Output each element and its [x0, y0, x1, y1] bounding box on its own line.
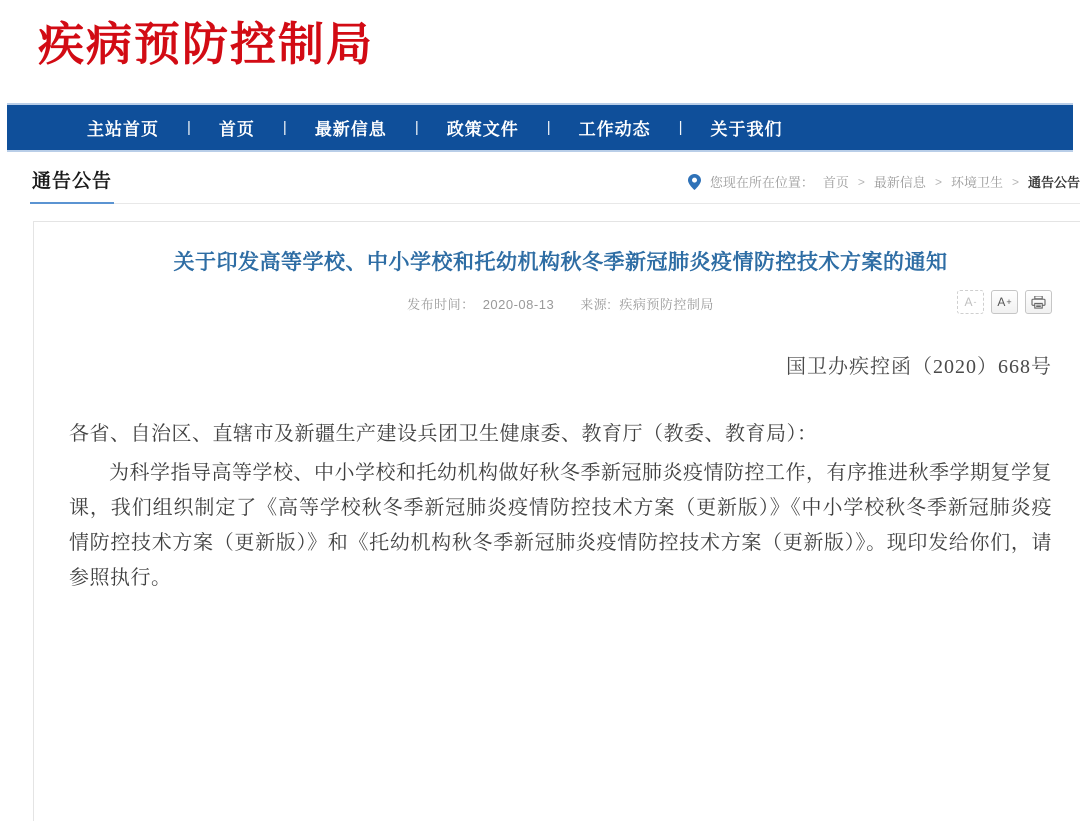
breadcrumb-environmental-health[interactable]: 环境卫生: [950, 175, 1003, 190]
breadcrumb: [688, 172, 1080, 203]
breadcrumb-separator: >: [857, 174, 865, 189]
publish-time-value: 2020-08-13: [482, 297, 555, 312]
breadcrumb-home[interactable]: 首页: [822, 175, 849, 190]
nav-item-policy-documents[interactable]: 政策文件: [446, 120, 519, 139]
font-decrease-label: A: [964, 295, 973, 309]
font-increase-label: A: [997, 295, 1006, 309]
article-meta: [69, 294, 1052, 316]
nav-separator: |: [546, 119, 551, 136]
nav-item-work-updates[interactable]: 工作动态: [578, 120, 651, 139]
print-icon: [1031, 296, 1046, 309]
nav-separator: |: [282, 119, 287, 136]
section-title-tab[interactable]: 通告公告: [30, 166, 114, 204]
location-pin-icon: [688, 174, 701, 190]
document-number: 国卫办疾控函（2020）668号: [786, 356, 1052, 378]
publish-time-label: 发布时间：: [407, 297, 475, 312]
paragraph-main: 为科学指导高等学校、中小学校和托幼机构做好秋冬季新冠肺炎疫情防控工作，有序推进秋季学期复学复课，我们组织制定了《高等学校秋冬季新冠肺炎疫情防控技术方案（更新版）》《中小学校秋冬季新冠肺炎疫情防控技术方案（更新版）》和《托幼机构秋冬季新冠肺炎疫情防控技术方案（更新版）》。现印发给你们，请参照执行。: [69, 462, 1052, 589]
breadcrumb-latest-news[interactable]: 最新信息: [873, 175, 926, 190]
article-title: 关于印发高等学校、中小学校和托幼机构秋冬季新冠肺炎疫情防控技术方案的通知: [173, 251, 948, 274]
font-controls: [957, 290, 1052, 314]
nav-item-latest-news[interactable]: 最新信息: [314, 120, 387, 139]
article-meta-row: [69, 294, 1052, 324]
nav-separator: |: [187, 119, 191, 136]
article-content-box: [33, 221, 1080, 821]
nav-item-about-us[interactable]: 关于我们: [710, 120, 783, 139]
source-label: 来源:: [580, 297, 612, 312]
document-body: [69, 417, 1052, 596]
breadcrumb-row: [30, 166, 1080, 204]
breadcrumb-separator: >: [1011, 174, 1019, 189]
print-button[interactable]: [1025, 290, 1052, 314]
source-value: 疾病预防控制局: [619, 297, 714, 312]
nav-item-home[interactable]: 首页: [218, 120, 255, 139]
nav-separator: |: [678, 119, 683, 136]
nav-item-main-home[interactable]: 主站首页: [87, 120, 159, 139]
paragraph-salutation: 各省、自治区、直辖市及新疆生产建设兵团卫生健康委、教育厅（教委、教育局）：: [69, 423, 818, 445]
breadcrumb-location-label: 您现在所在位置：: [709, 175, 814, 190]
site-logo: 疾病预防控制局: [38, 18, 374, 70]
main-nav: [7, 103, 1073, 152]
font-decrease-button[interactable]: [957, 290, 984, 314]
font-increase-button[interactable]: [991, 290, 1018, 314]
breadcrumb-current-notices: 通告公告: [1027, 175, 1080, 190]
site-header: [0, 0, 1080, 103]
font-decrease-sign: -: [973, 297, 977, 307]
font-increase-sign: +: [1006, 297, 1012, 307]
breadcrumb-separator: >: [934, 174, 942, 189]
nav-separator: |: [414, 119, 419, 136]
